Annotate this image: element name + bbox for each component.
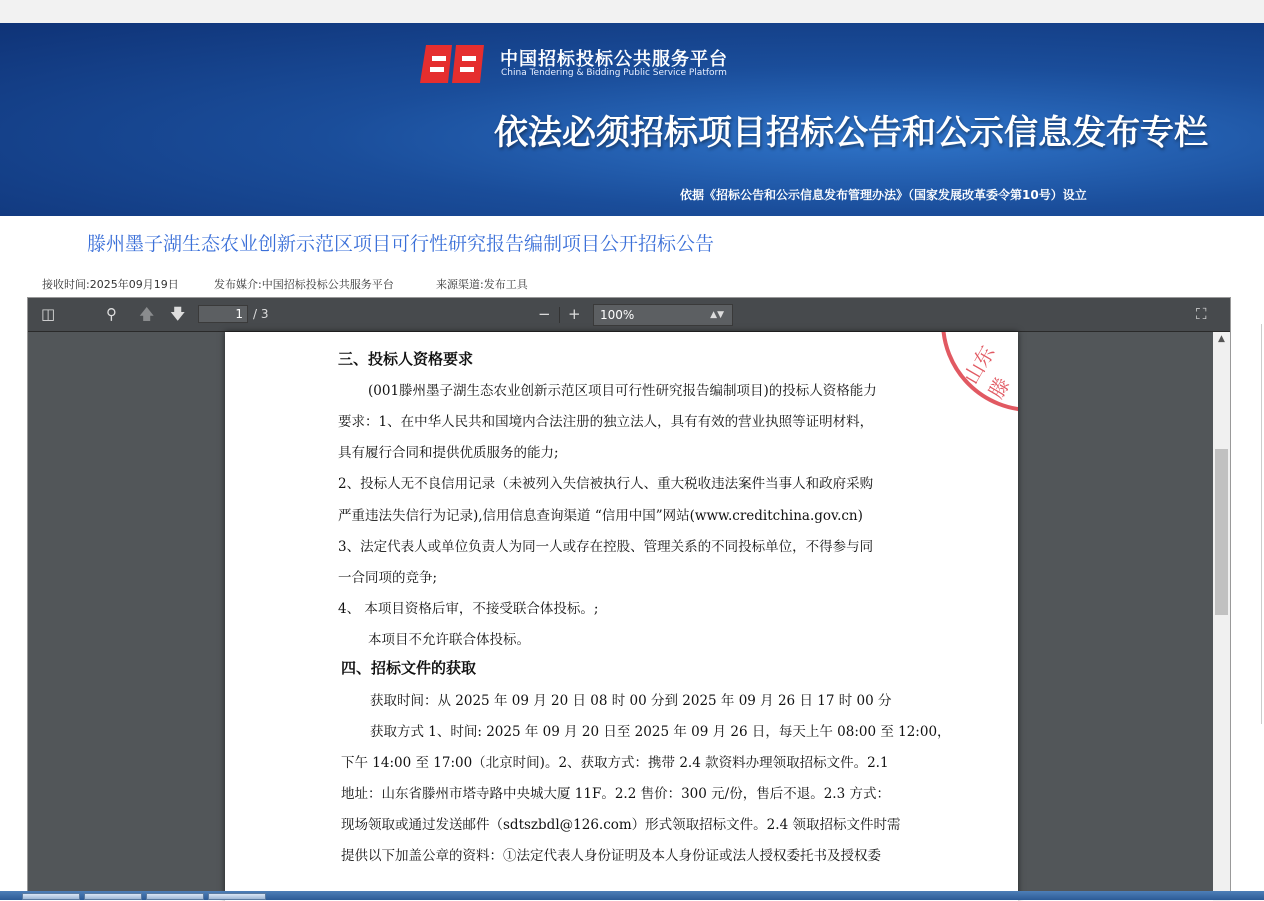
doc-line: 提供以下加盖公章的资料：①法定代表人身份证明及本人身份证或法人授权委托书及授权委 <box>341 848 881 864</box>
zoom-in-icon[interactable]: + <box>568 305 581 323</box>
pdf-viewer <box>27 297 1231 900</box>
doc-line: 本项目不允许联合体投标。 <box>368 632 530 648</box>
doc-line: 现场领取或通过发送邮件（sdtszbdl@126.com）形式领取招标文件。2.4 领取招标文件时需 <box>341 817 901 833</box>
doc-line: 2、投标人无不良信用记录（未被列入失信被执行人、重大税收违法案件当事人和政府采购 <box>338 476 874 492</box>
sidebar-toggle-icon[interactable]: ◫ <box>41 305 56 323</box>
next-page-icon[interactable]: 🡇 <box>170 305 186 323</box>
pdf-toolbar <box>28 298 1230 332</box>
previous-page-icon[interactable]: 🡅 <box>139 305 155 323</box>
doc-line: 3、法定代表人或单位负责人为同一人或存在控股、管理关系的不同投标单位，不得参与同 <box>338 539 874 555</box>
publish-media: 发布媒介:中国招标投标公共服务平台 <box>214 278 394 291</box>
source-channel: 来源渠道:发布工具 <box>436 278 528 291</box>
doc-line: (001滕州墨子湖生态农业创新示范区项目可行性研究报告编制项目)的投标人资格能力 <box>368 383 877 399</box>
header-banner <box>0 23 1264 216</box>
scroll-thumb[interactable] <box>1215 449 1228 615</box>
taskbar-button[interactable] <box>22 893 80 900</box>
section-heading: 三、投标人资格要求 <box>338 350 474 368</box>
section-heading: 四、招标文件的获取 <box>341 659 477 677</box>
doc-line: 地址：山东省滕州市塔寺路中央城大厦 11F。2.2 售价：300 元/份，售后不退。2.3 方式： <box>341 786 890 802</box>
fullscreen-icon[interactable]: ⛶ <box>1196 305 1207 323</box>
banner-basis-text: 依据《招标公告和公示信息发布管理办法》（国家发展改革委令第10号）设立 <box>680 188 1087 202</box>
doc-line: 获取方式 1、时间: 2025 年 09 月 20 日至 2025 年 09 月 26 日，每天上午 08:00 至 12:00， <box>370 724 951 740</box>
page-edge-line <box>1261 324 1262 724</box>
select-arrows-icon: ▲▼ <box>710 310 724 320</box>
platform-name-en: China Tendering & Bidding Public Service Platform <box>501 68 727 78</box>
zoom-value: 100% <box>600 308 635 322</box>
page-total: / 3 <box>253 307 269 321</box>
taskbar-button[interactable] <box>84 893 142 900</box>
doc-line: 一合同项的竞争; <box>338 570 438 586</box>
taskbar-button[interactable] <box>208 893 266 900</box>
pdf-scrollbar[interactable] <box>1213 332 1230 901</box>
search-icon[interactable]: ⚲ <box>106 305 117 323</box>
zoom-select[interactable] <box>593 304 733 326</box>
browser-top-strip <box>0 0 1264 23</box>
doc-line: 严重违法失信行为记录),信用信息查询渠道 “信用中国”网站(www.creditchina.gov.cn) <box>338 508 863 524</box>
doc-line: 具有履行合同和提供优质服务的能力; <box>338 445 559 461</box>
platform-name-cn: 中国招标投标公共服务平台 <box>500 49 728 70</box>
doc-line: 下午 14:00 至 17:00（北京时间)。2、获取方式：携带 2.4 款资料办理领取招标文件。2.1 <box>341 755 889 771</box>
pdf-page <box>225 332 1018 901</box>
doc-line: 要求：1、在中华人民共和国境内合法注册的独立法人，具有有效的营业执照等证明材料， <box>338 414 874 430</box>
platform-logo-icon <box>418 41 488 87</box>
zoom-out-icon[interactable]: − <box>538 305 551 323</box>
taskbar-button[interactable] <box>146 893 204 900</box>
received-time: 接收时间:2025年09月19日 <box>42 278 179 291</box>
doc-line: 获取时间：从 2025 年 09 月 20 日 08 时 00 分到 2025 年 09 月 26 日 17 时 00 分 <box>370 693 892 709</box>
banner-headline: 依法必须招标项目招标公告和公示信息发布专栏 <box>494 113 1208 153</box>
scroll-up-icon[interactable]: ▲ <box>1218 334 1225 344</box>
toolbar-divider <box>559 307 560 323</box>
doc-line: 4、 本项目资格后审，不接受联合体投标。; <box>338 601 599 617</box>
notice-title: 滕州墨子湖生态农业创新示范区项目可行性研究报告编制项目公开招标公告 <box>87 233 715 255</box>
seal-text: 山东滕 <box>958 341 1015 403</box>
page-number-input[interactable]: 1 <box>198 305 248 323</box>
